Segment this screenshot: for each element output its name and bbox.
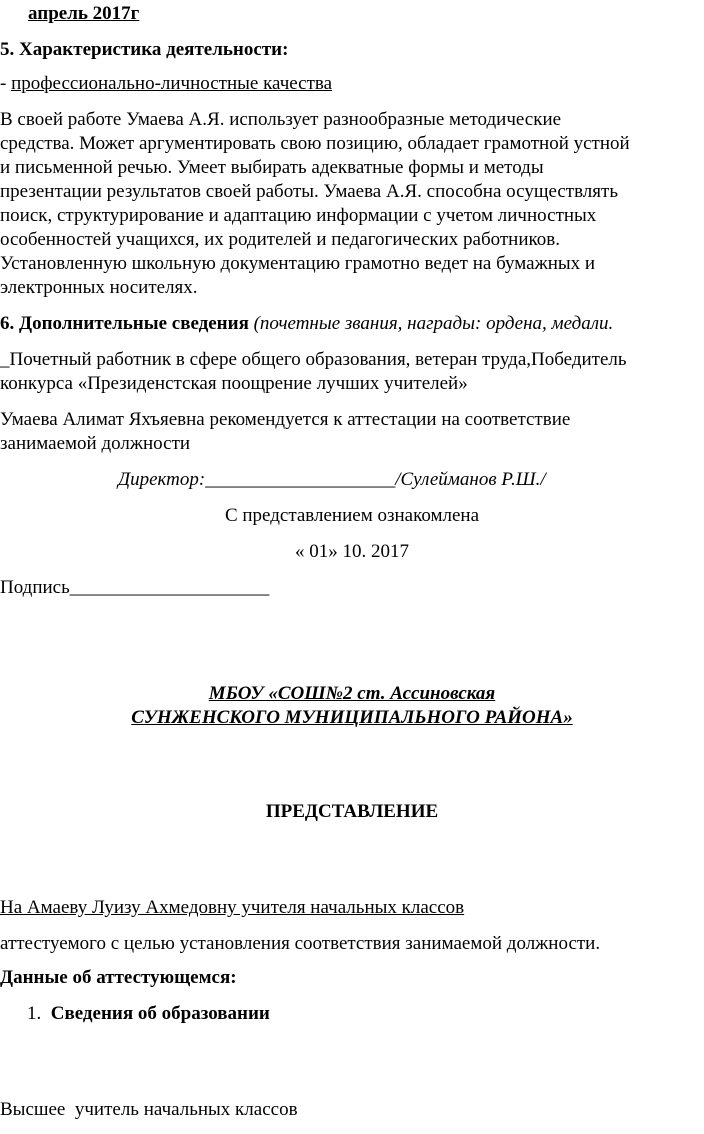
school-name-line-2: СУНЖЕНСКОГО МУНИЦИПАЛЬНОГО РАЙОНА» — [131, 707, 573, 728]
list-item-label: Сведения об образовании — [50, 1003, 270, 1024]
acquainted-text: С представлением ознакомлена — [224, 505, 480, 526]
paragraph-line: электронных носителях. — [0, 277, 198, 298]
top-date: апрель 2017г — [28, 3, 140, 24]
section-5-paragraph — [0, 108, 704, 300]
paragraph-line: средства. Может аргументировать свою позицию, обладает грамотной устной — [0, 133, 630, 154]
section-5-subheading — [0, 72, 332, 96]
purpose-line: аттестуемого с целью установления соответствия занимаемой должности. — [0, 933, 601, 954]
education-line: Высшее учитель начальных классов — [0, 1099, 298, 1120]
paragraph-line: Установленную школьную документацию грамотно ведет на бумажных и — [0, 253, 596, 274]
awards-line: конкурса «Президенстская поощрение лучших учителей» — [0, 373, 468, 394]
director-signature-line: Директор:____________________/Сулейманов Р.Ш./ — [118, 469, 546, 490]
list-item-number: 1. — [27, 1003, 42, 1024]
subject-line: На Амаеву Луизу Ахмедовну учителя начальных классов — [0, 897, 465, 918]
section-6-note: (почетные звания, награды: ордена, медали. — [253, 313, 614, 334]
paragraph-line: презентации результатов своей работы. Умаева А.Я. способна осуществлять — [0, 181, 619, 202]
recommendation-line: занимаемой должности — [0, 433, 191, 454]
awards-line: _Почетный работник в сфере общего образования, ветеран труда,Победитель — [0, 349, 627, 370]
recommendation-paragraph — [0, 408, 704, 456]
signature-line: Подпись_____________________ — [0, 577, 270, 598]
attestee-heading: Данные об аттестующемся: — [0, 967, 237, 988]
paragraph-line: и письменной речью. Умеет выбирать адекватные формы и методы — [0, 157, 544, 178]
awards-paragraph — [0, 348, 704, 396]
section-6-heading: 6. Дополнительные сведения — [0, 313, 249, 334]
section-5-heading: 5. Характеристика деятельности: — [0, 39, 289, 60]
paragraph-line: особенностей учащихся, их родителей и педагогических работников. — [0, 229, 561, 250]
school-name-line-1: МБОУ «СОШ№2 ст. Ассиновская — [208, 683, 496, 704]
paragraph-line: поиск, структурирование и адаптацию информации с учетом личностных — [0, 205, 597, 226]
list-item-education — [27, 1002, 270, 1026]
subheading-text: профессионально-личностные качества — [11, 73, 333, 94]
section-6-heading-row — [0, 312, 613, 336]
subheading-prefix: - — [0, 73, 12, 94]
sign-date: « 01» 10. 2017 — [295, 541, 409, 562]
document-title: ПРЕДСТАВЛЕНИЕ — [265, 801, 439, 822]
paragraph-line: В своей работе Умаева А.Я. использует разнообразные методические — [0, 109, 562, 130]
recommendation-line: Умаева Алимат Яхъяевна рекомендуется к аттестации на соответствие — [0, 409, 571, 430]
